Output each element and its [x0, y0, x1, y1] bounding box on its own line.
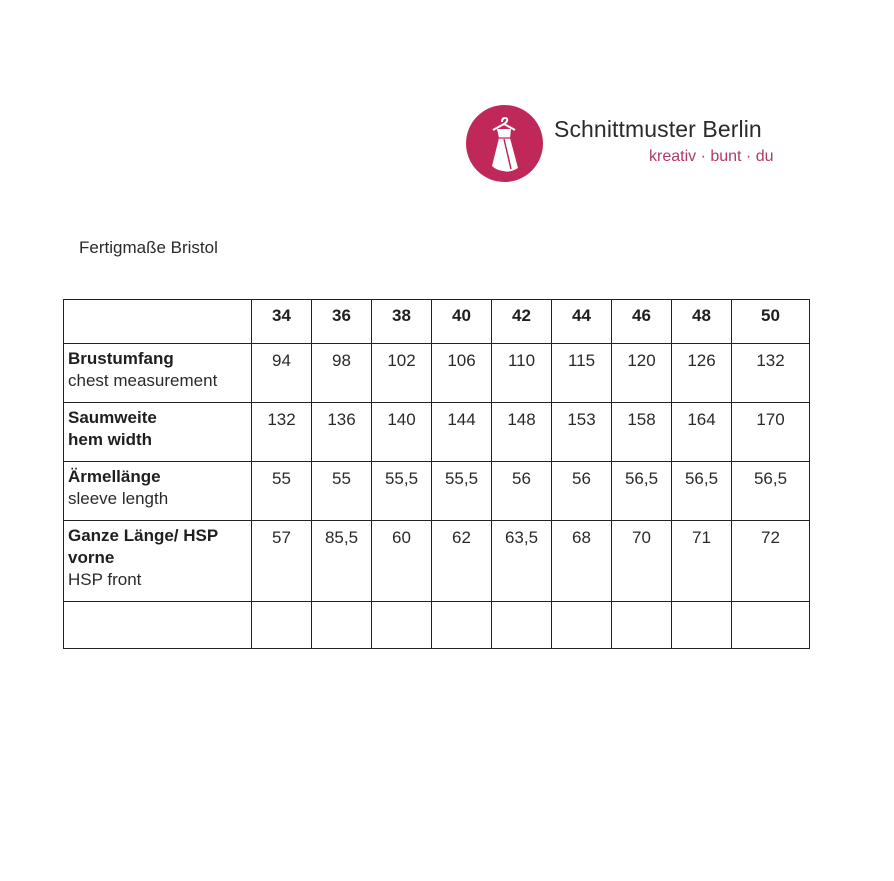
row-label-german: Ärmellänge [68, 467, 161, 486]
table-row [64, 462, 810, 521]
page-title: Fertigmaße Bristol [79, 238, 218, 257]
measurement-cell: 106 [432, 344, 492, 403]
row-label-german: Ganze Länge/ HSP vorne [68, 526, 218, 567]
measurement-cell: 55 [252, 462, 312, 521]
size-header: 38 [372, 300, 432, 344]
measurement-cell: 60 [372, 521, 432, 602]
size-header: 40 [432, 300, 492, 344]
brand-name: Schnittmuster Berlin [554, 116, 762, 142]
size-header: 50 [732, 300, 810, 344]
empty-cell [612, 602, 672, 649]
brand-tagline: kreativ · bunt · du [649, 148, 774, 165]
empty-cell [432, 602, 492, 649]
header-corner-cell [64, 300, 252, 344]
row-label-german: Saumweite hem width [68, 408, 157, 449]
measurement-cell: 120 [612, 344, 672, 403]
measurement-cell: 56 [552, 462, 612, 521]
size-header: 48 [672, 300, 732, 344]
measurement-cell: 68 [552, 521, 612, 602]
brand-logo [465, 104, 805, 184]
measurement-cell: 102 [372, 344, 432, 403]
measurement-cell: 71 [672, 521, 732, 602]
empty-cell [492, 602, 552, 649]
empty-table-row [64, 602, 810, 649]
measurement-cell: 144 [432, 403, 492, 462]
empty-cell [372, 602, 432, 649]
measurement-cell: 126 [672, 344, 732, 403]
size-header: 44 [552, 300, 612, 344]
measurement-cell: 136 [312, 403, 372, 462]
size-chart-table [63, 299, 810, 649]
measurement-cell: 55,5 [372, 462, 432, 521]
empty-cell [732, 602, 810, 649]
table-row [64, 521, 810, 602]
size-header: 42 [492, 300, 552, 344]
measurement-cell: 98 [312, 344, 372, 403]
measurement-cell: 132 [252, 403, 312, 462]
measurement-cell: 148 [492, 403, 552, 462]
empty-cell [252, 602, 312, 649]
empty-cell [552, 602, 612, 649]
measurement-cell: 140 [372, 403, 432, 462]
measurement-cell: 94 [252, 344, 312, 403]
size-header: 46 [612, 300, 672, 344]
row-label [64, 344, 252, 403]
size-header: 36 [312, 300, 372, 344]
empty-cell [672, 602, 732, 649]
measurement-cell: 56,5 [732, 462, 810, 521]
empty-cell [312, 602, 372, 649]
table-header-row [64, 300, 810, 344]
row-label-german: Brustumfang [68, 349, 174, 368]
row-label-english: chest measurement [68, 371, 218, 390]
measurement-cell: 164 [672, 403, 732, 462]
measurement-cell: 170 [732, 403, 810, 462]
measurement-cell: 132 [732, 344, 810, 403]
measurement-cell: 56 [492, 462, 552, 521]
row-label-english: sleeve length [68, 489, 169, 508]
measurement-cell: 158 [612, 403, 672, 462]
measurement-cell: 85,5 [312, 521, 372, 602]
size-header: 34 [252, 300, 312, 344]
row-label [64, 462, 252, 521]
measurement-cell: 56,5 [612, 462, 672, 521]
measurement-cell: 153 [552, 403, 612, 462]
measurement-cell: 55 [312, 462, 372, 521]
measurement-cell: 72 [732, 521, 810, 602]
row-label [64, 521, 252, 602]
measurement-cell: 63,5 [492, 521, 552, 602]
measurement-cell: 110 [492, 344, 552, 403]
table-row [64, 344, 810, 403]
empty-cell [64, 602, 252, 649]
table-row [64, 403, 810, 462]
row-label-english: HSP front [68, 570, 142, 589]
measurement-cell: 56,5 [672, 462, 732, 521]
measurement-cell: 55,5 [432, 462, 492, 521]
measurement-cell: 115 [552, 344, 612, 403]
row-label [64, 403, 252, 462]
measurement-cell: 70 [612, 521, 672, 602]
dress-on-hanger-icon [466, 105, 543, 182]
measurement-cell: 57 [252, 521, 312, 602]
measurement-cell: 62 [432, 521, 492, 602]
